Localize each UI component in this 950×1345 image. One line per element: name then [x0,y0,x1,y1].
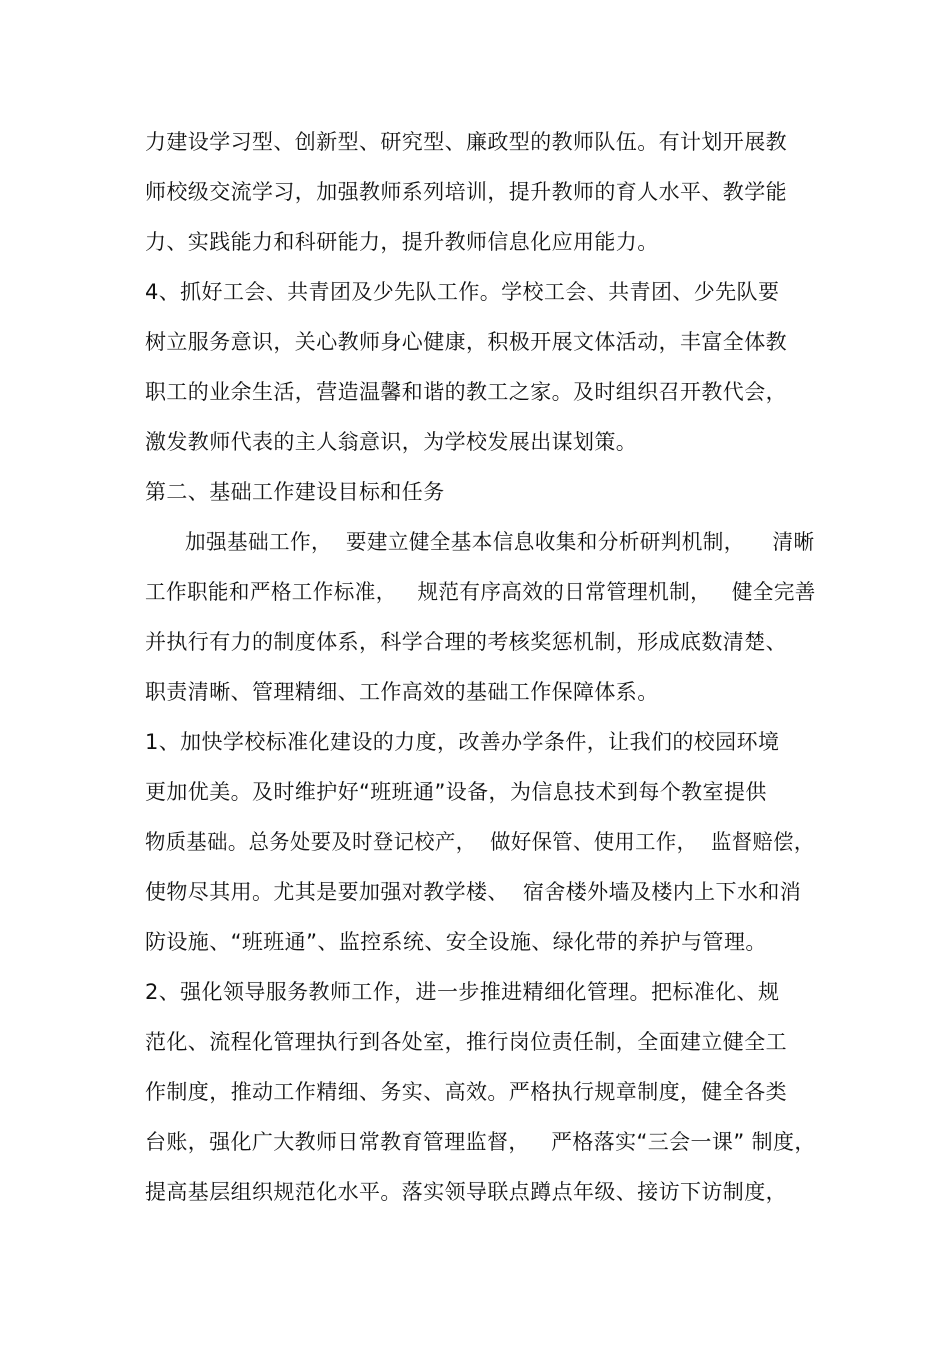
text-line: 力、实践能力和科研能力，提升教师信息化应用能力。 [145,230,659,254]
text-line: 作制度，推动工作精细、务实、高效。严格执行规章制度，健全各类 [145,1080,787,1104]
paragraph-first-line: 加强基础工作， 要建立健全基本信息收集和分析研判机制， 清晰 [185,530,815,554]
text-line: 职工的业余生活，营造温馨和谐的教工之家。及时组织召开教代会， [145,380,787,404]
text-line: 树立服务意识，关心教师身心健康，积极开展文体活动，丰富全体教 [145,330,787,354]
text-line: 物质基础。总务处要及时登记校产， 做好保管、使用工作， 监督赔偿， [145,830,815,854]
text-line: 防设施、“班班通”、监控系统、安全设施、绿化带的养护与管理。 [145,930,767,954]
section-heading: 第二、基础工作建设目标和任务 [145,480,445,504]
text-line: 台账，强化广大教师日常教育管理监督， 严格落实“三会一课” 制度， [145,1130,816,1154]
text-line: 力建设学习型、创新型、研究型、廉政型的教师队伍。有计划开展教 [145,130,787,154]
text-line: 并执行有力的制度体系，科学合理的考核奖惩机制，形成底数清楚、 [145,630,787,654]
list-item-heading: 1、加快学校标准化建设的力度，改善办学条件，让我们的校园环境 [145,730,780,754]
text-line: 师校级交流学习，加强教师系列培训，提升教师的育人水平、教学能 [145,180,787,204]
text-line: 范化、流程化管理执行到各处室，推行岗位责任制，全面建立健全工 [145,1030,787,1054]
text-line: 激发教师代表的主人翁意识，为学校发展出谋划策。 [145,430,638,454]
text-line: 使物尽其用。尤其是要加强对教学楼、 宿舍楼外墙及楼内上下水和消 [145,880,802,904]
list-item-heading: 2、强化领导服务教师工作，进一步推进精细化管理。把标准化、规 [145,980,780,1004]
text-line: 更加优美。及时维护好“班班通”设备，为信息技术到每个教室提供 [145,780,767,804]
text-line: 提高基层组织规范化水平。落实领导联点蹲点年级、接访下访制度， [145,1180,787,1204]
list-item-heading: 4、抓好工会、共青团及少先队工作。学校工会、共青团、少先队要 [145,280,780,304]
text-line: 工作职能和严格工作标准， 规范有序高效的日常管理机制， 健全完善 [145,580,816,604]
text-line: 职责清晰、管理精细、工作高效的基础工作保障体系。 [145,680,659,704]
